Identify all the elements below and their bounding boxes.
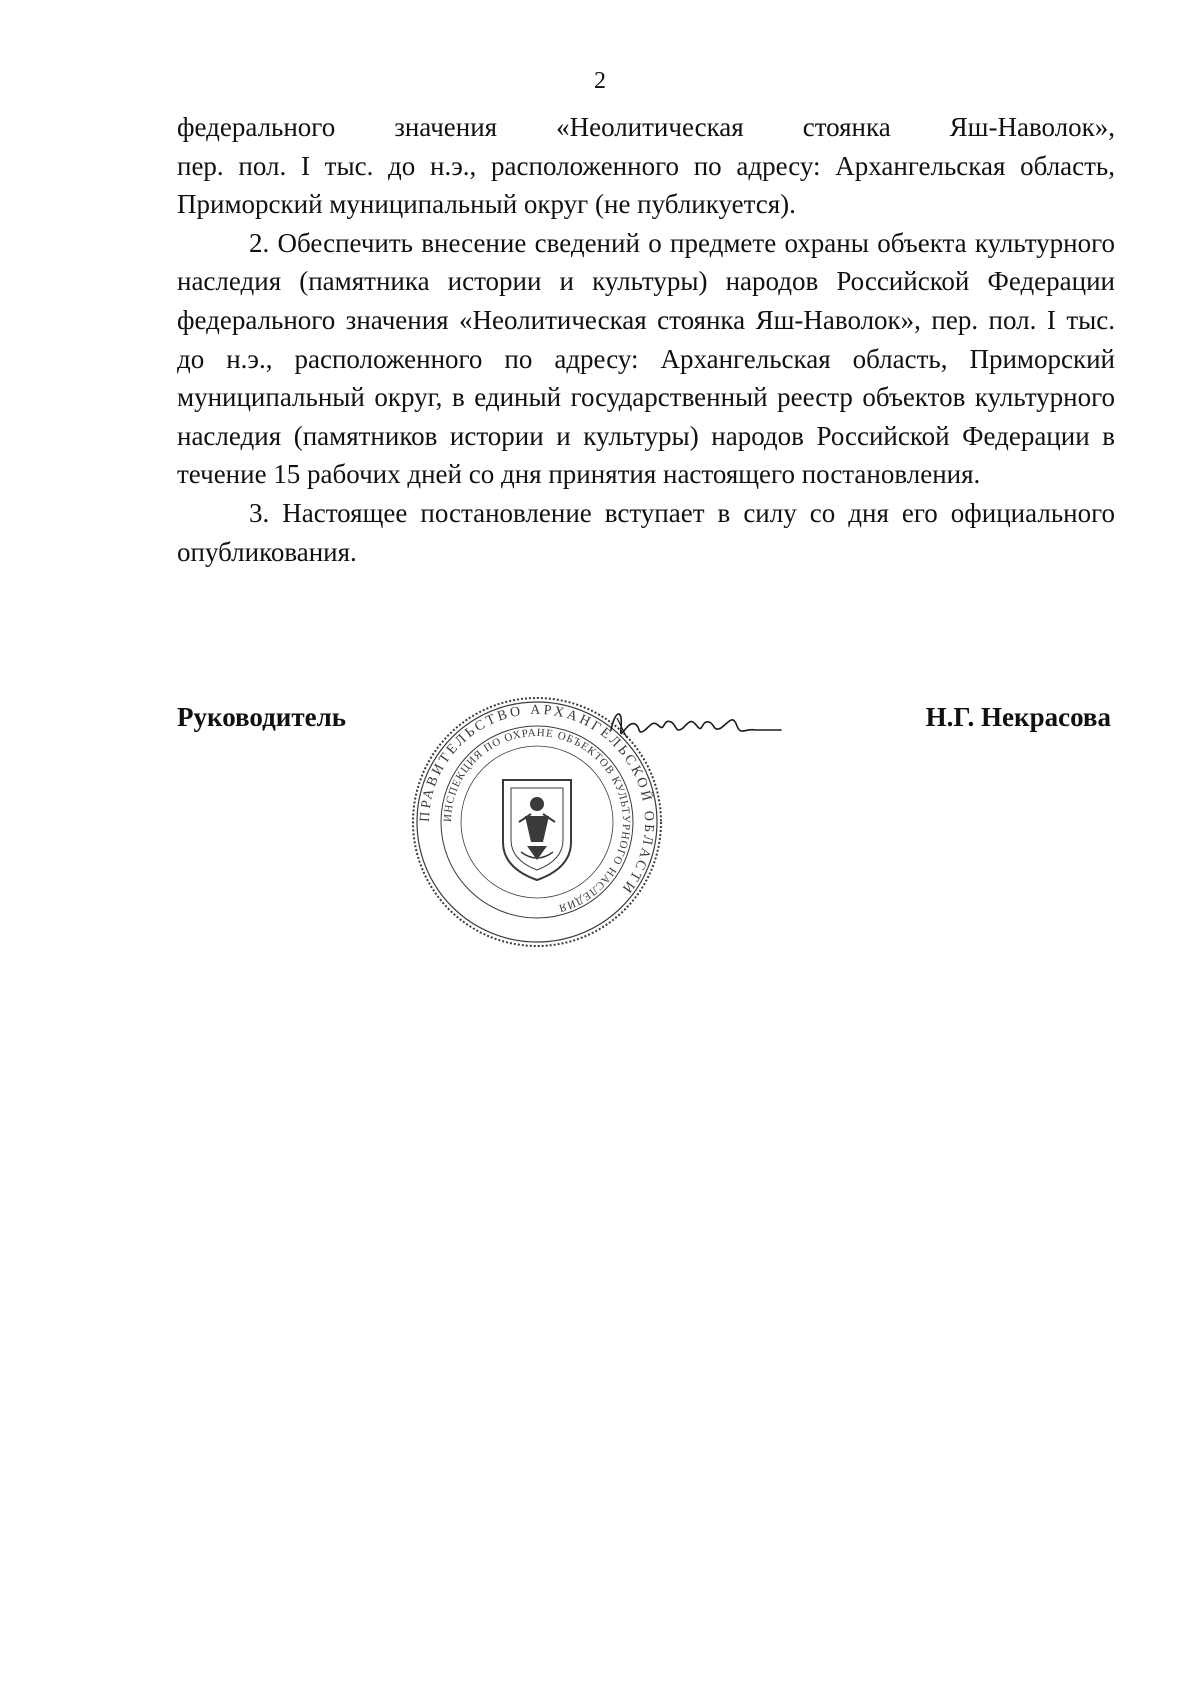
paragraph-item-2: 2. Обеспечить внесение сведений о предмете охраны объекта культурного наследия (памятника истории и культуры) народов Российской Федерации федерального значения «Неолитическая стоянка Яш-Наволок», пер. пол. I тыс. до н.э., расположенного по адресу: Архангельская область, Приморский муниципальный округ, в единый государственный реестр объектов культурного наследия (памятников истории и культуры) народов Российской Федерации в течение 15 рабочих дней со дня принятия настоящего постановления. <box>177 227 1115 490</box>
seal-outer-text: ПРАВИТЕЛЬСТВО АРХАНГЕЛЬСКОЙ ОБЛАСТИ <box>417 702 657 898</box>
signature-block <box>0 680 1200 970</box>
paragraph-continuation <box>177 108 1115 224</box>
paragraph-first-line: федерального значения «Неолитическая стоянка Яш-Наволок», <box>177 112 1115 142</box>
paragraph-rest: пер. пол. I тыс. до н.э., расположенного по адресу: Архангельская область, Приморский муниципальный округ (не публикуется). <box>177 150 1115 220</box>
signer-position: Руководитель <box>177 702 347 732</box>
paragraph-item-3: 3. Настоящее постановление вступает в силу со дня его официального опубликования. <box>177 497 1115 567</box>
signer-name: Н.Г. Некрасова <box>925 702 1111 732</box>
coat-of-arms-icon <box>503 780 571 880</box>
document-body <box>177 108 1115 571</box>
seal-inner-text: ИНСПЕКЦИЯ ПО ОХРАНЕ ОБЪЕКТОВ КУЛЬТУРНОГО НАСЛЕДИЯ <box>441 726 633 915</box>
page-number: 2 <box>594 68 606 94</box>
handwritten-signature <box>605 700 785 750</box>
